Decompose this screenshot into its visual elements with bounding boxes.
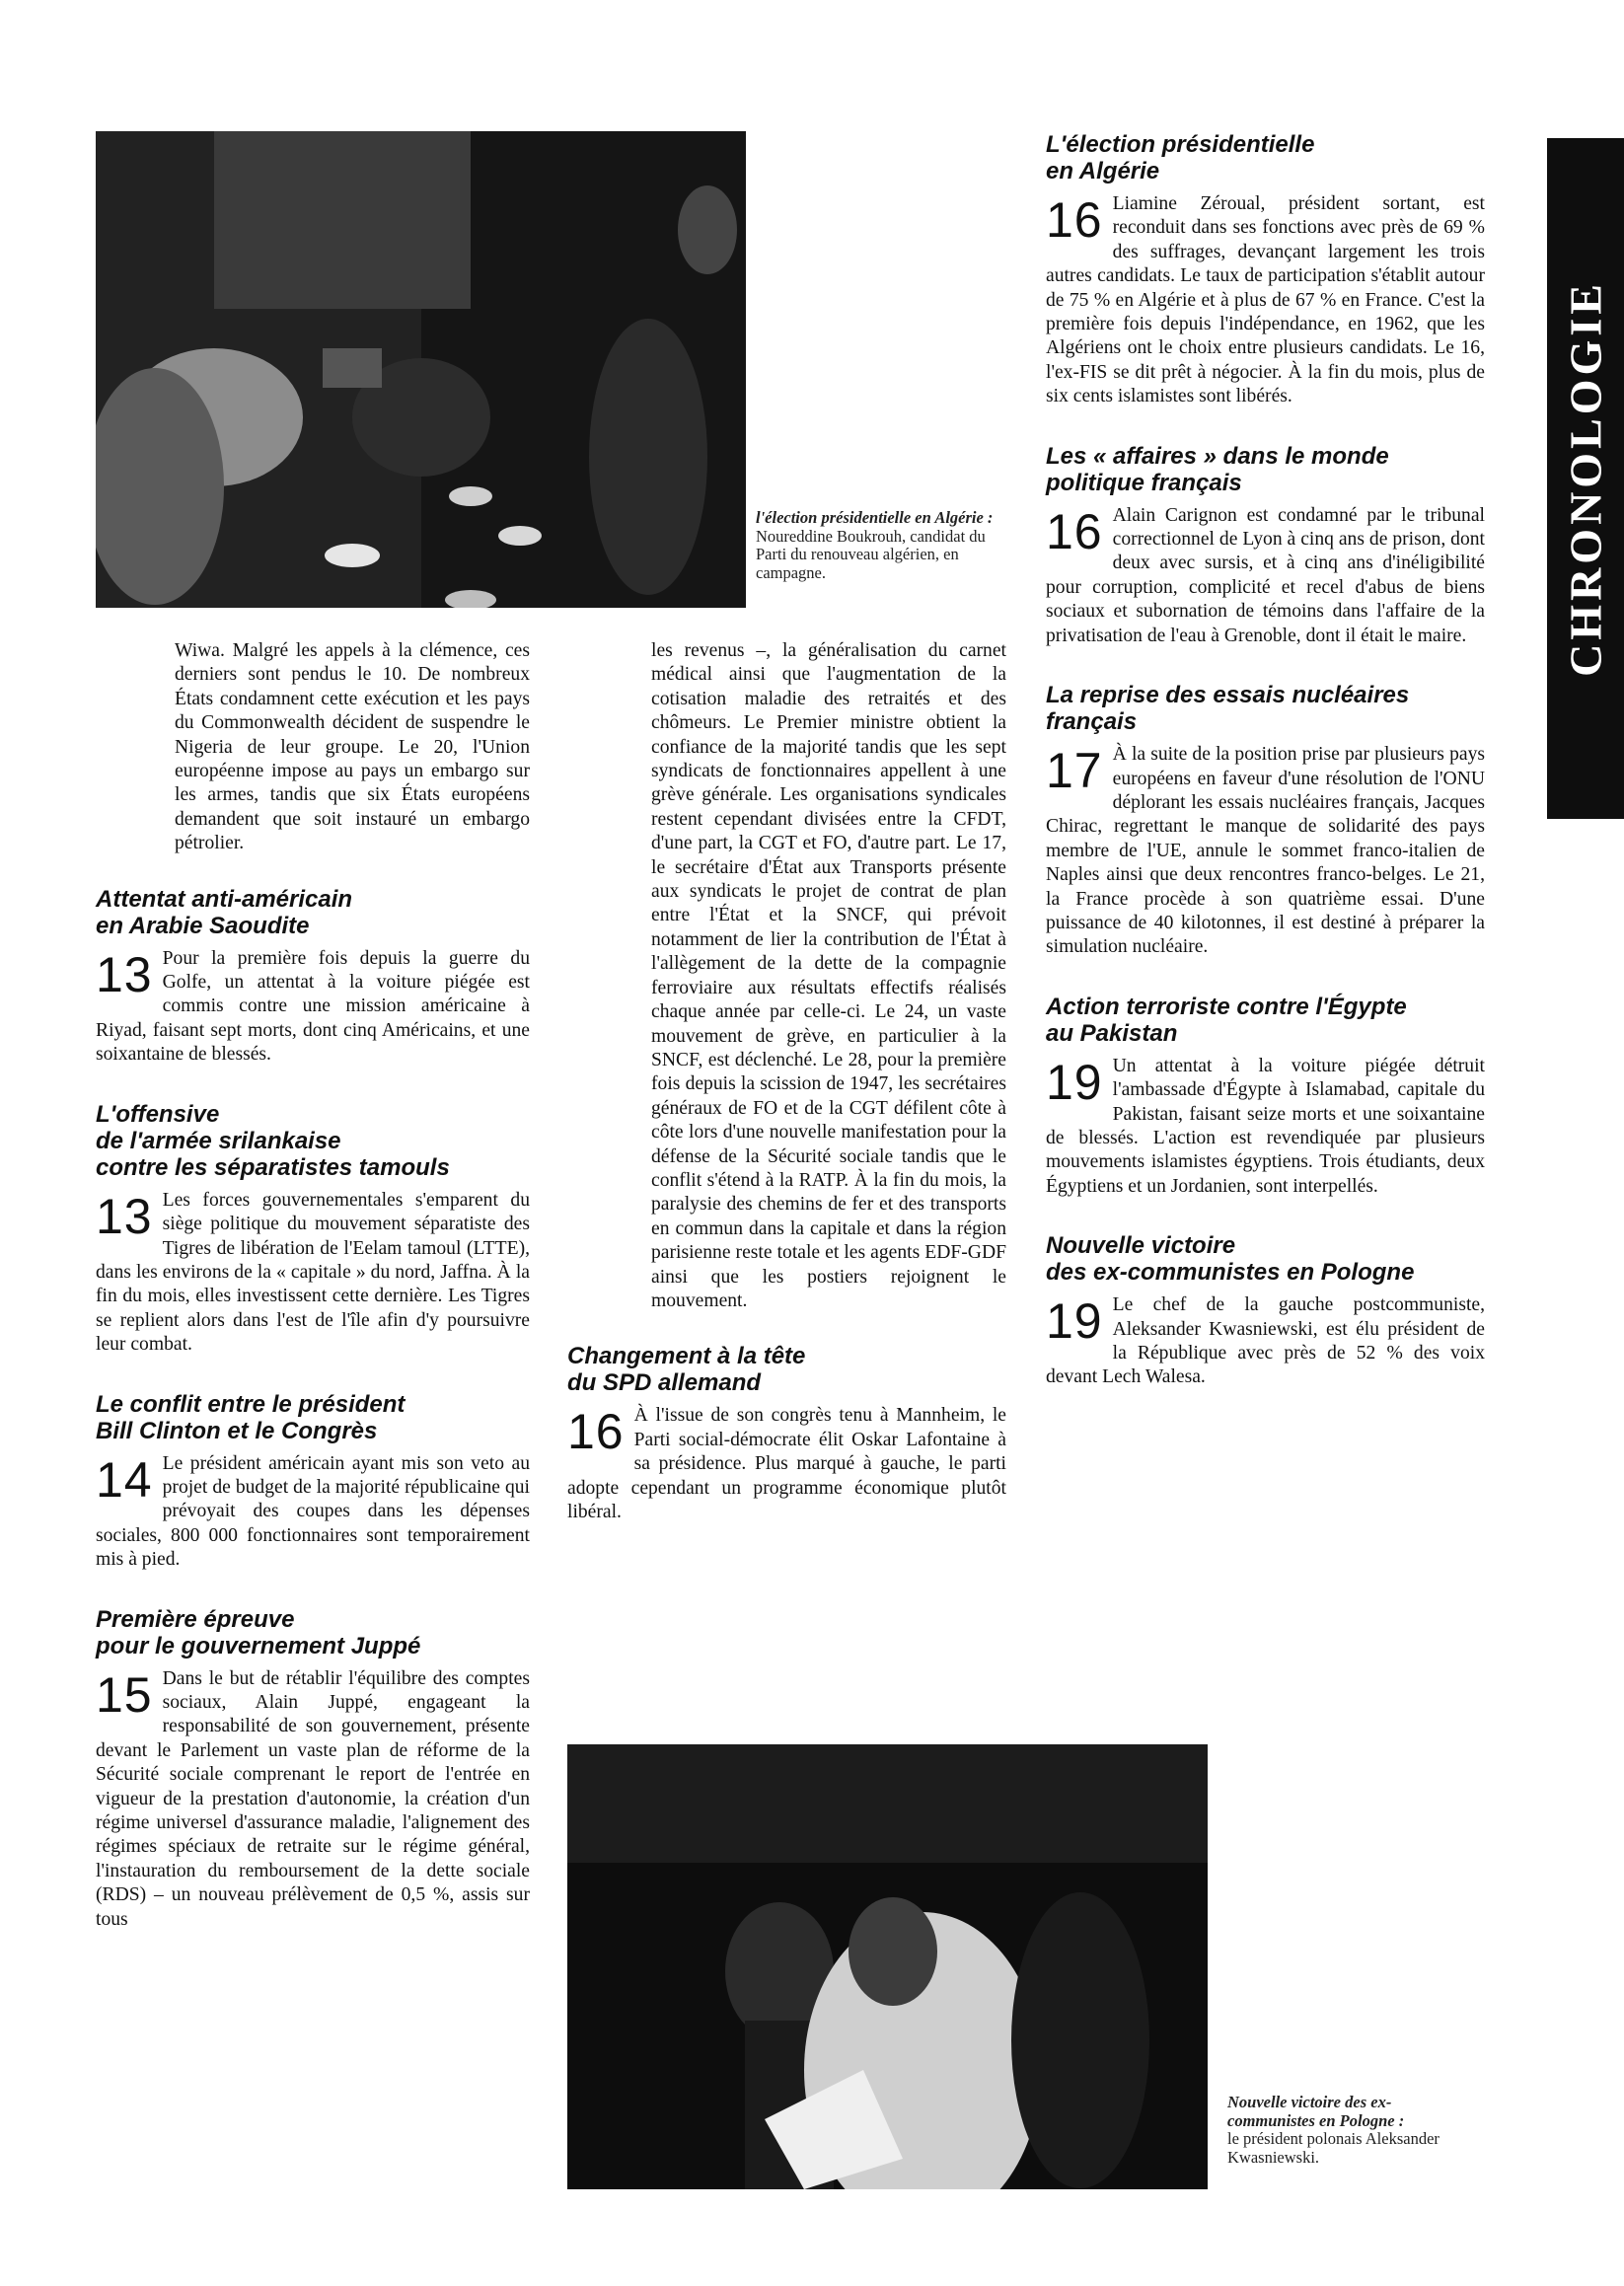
entry-clinton-congres	[96, 1391, 530, 1573]
entry-text: Le président américain ayant mis son veto au projet de budget de la majorité républicaine qui prévoyait des coupes dans les dépenses sociales, 800 000 fonctionnaires sont temporairement mis à pied.	[96, 1452, 530, 1571]
entry-offensive-srilanka	[96, 1101, 530, 1358]
entry-heading: Le conflit entre le président Bill Clinton et le Congrès	[96, 1390, 406, 1444]
entry-heading: L'offensive de l'armée srilankaise contre les séparatistes tamouls	[96, 1100, 450, 1181]
section-tab-chronologie	[1547, 138, 1624, 819]
entry-text: À la suite de la position prise par plusieurs pays européens en faveur d'une résolution de l'ONU déplorant les essais nucléaires français, Jacques Chirac, regrettant le manque de solidarité des pays membre de l'UE, annule le sommet franco-italien de Naples ainsi que deux rencontres franco-belges. Le 21, la France procède à son quatrième essai. D'une puissance de 40 kilotonnes, il est destiné à préparer la simulation nucléaire.	[1046, 744, 1485, 958]
entry-election-algerie	[1046, 131, 1485, 409]
column-right	[1046, 131, 1485, 1424]
entry-text: À l'issue de son congrès tenu à Mannheim, le Parti social-démocrate élit Oskar Lafontaine à sa présidence. Plus marqué à gauche, le parti adopte cependant un programme économique plutôt libéral.	[567, 1405, 1006, 1522]
entry-heading: Les « affaires » dans le monde politique français	[1046, 442, 1389, 496]
section-tab-label: CHRONOLOGIE	[1560, 280, 1611, 677]
column-left	[96, 639, 530, 1965]
entry-day: 19	[1046, 1293, 1103, 1350]
entry-text: Les forces gouvernementales s'emparent du siège politique du mouvement séparatiste des Tigres de libération de l'Eelam tamoul (LTTE), dans les environs de la « capitale » du nord, Jaffna. À la fin du mois, elles investissent cette dernière. Les Tigres se replient alors dans l'est de l'île afin d'y poursuivre leur combat.	[96, 1189, 530, 1356]
entry-text: Alain Carignon est condamné par le tribunal correctionnel de Lyon à cinq ans de prison, dont deux avec sursis, et à cinq ans d'inéligibilité pour corruption, complicité et recel d'abus de biens sociaux et subornation de témoins dans l'affaire de la privatisation de l'eau à Grenoble, dont il était le maire.	[1046, 504, 1485, 646]
caption-pologne-text: le président polonais Aleksander Kwasniewski.	[1227, 2129, 1439, 2167]
column-left-intro	[96, 639, 530, 856]
entry-day: 14	[96, 1451, 153, 1508]
entry-day: 13	[96, 946, 153, 1002]
entry-day: 19	[1046, 1054, 1103, 1110]
entry-affaires	[1046, 443, 1485, 648]
entry-heading: Action terroriste contre l'Égypte au Pakistan	[1046, 993, 1407, 1047]
entry-text: Dans le but de rétablir l'équilibre des comptes sociaux, Alain Juppé, engageant la responsabilité de son gouvernement, présente devant le Parlement un vaste plan de réforme de la Sécurité sociale comprenant le report de l'entrée en vigueur de la prestation d'autonomie, la création d'un régime universel d'assurance maladie, l'alignement des régimes spéciaux de retraite sur le régime général, l'instauration du remboursement de la dette sociale (RDS) – un nouveau prélèvement de 0,5 %, assis sur tous	[96, 1667, 530, 1930]
entry-heading: Attentat anti-américain en Arabie Saoudite	[96, 885, 353, 939]
caption-algeria	[756, 509, 1017, 582]
intro-paragraph: les revenus –, la généralisation du carnet médical ainsi que l'augmentation de la cotisation maladie des retraités et des chômeurs. Le Premier ministre obtient la confiance de la majorité tandis que les sept syndicats de fonctionnaires appellent à une grève générale. Les organisations syndicales restent cependant divisées entre la CFDT, d'une part, la CGT et FO, d'autre part. Le 17, le secrétaire d'État aux Transports présente aux syndicats le projet de contrat de plan entre l'État et la SNCF, qui prévoit notamment de lier la contribution de l'État à l'allègement de la dette de la compagnie ferroviaire aux résultats effectifs réalisés chaque année par celle-ci. Le 24, un vaste mouvement de grève, en particulier à la SNCF, est déclenché. Le 28, pour la première fois depuis la scission de 1947, les secrétaires généraux de FO et de la CGT défilent côte à côte lors d'une nouvelle manifestation pour la défense de la Sécurité sociale tandis que le conflit s'étend à la RATP. À la fin du mois, la paralysie des chemins de fer et des transports en commun dans la capitale et dans la région parisienne reste totale et les agents EDF-GDF ainsi que les postiers rejoignent le mouvement.	[651, 640, 1006, 1311]
entry-text: Liamine Zéroual, président sortant, est reconduit dans ses fonctions avec près de 69 % des suffrages, devançant largement les trois autres candidats. Le taux de participation s'établit autour de 75 % en Algérie et à plus de 67 % en France. C'est la première fois depuis l'indépendance, en 1962, que les Algériens ont le choix entre plusieurs candidats. Le 16, l'ex-FIS se dit prêt à négocier. À la fin du mois, plus de six cents islamistes sont libérés.	[1046, 193, 1485, 407]
caption-algeria-title: l'élection présidentielle en Algérie :	[756, 508, 994, 527]
entry-heading: La reprise des essais nucléaires français	[1046, 682, 1410, 736]
entry-attentat-arabie	[96, 886, 530, 1068]
entry-day: 15	[96, 1666, 153, 1723]
entry-text: Le chef de la gauche postcommuniste, Aleksander Kwasniewski, est élu président de la République avec près de 52 % des voix devant Lech Walesa.	[1046, 1294, 1485, 1388]
entry-heading: Nouvelle victoire des ex-communistes en Pologne	[1046, 1232, 1415, 1287]
entry-text: Pour la première fois depuis la guerre du Golfe, un attentat à la voiture piégée est commis contre une mission américaine à Riyad, faisant sept morts, dont cinq Américains, et une soixantaine de blessés.	[96, 947, 530, 1066]
entry-day: 16	[1046, 192, 1103, 248]
entry-egypte-pakistan	[1046, 994, 1485, 1199]
entry-heading: Changement à la tête du SPD allemand	[567, 1343, 806, 1397]
entry-juppe	[96, 1606, 530, 1932]
entry-text: Un attentat à la voiture piégée détruit l'ambassade d'Égypte à Islamabad, capitale du Pakistan, faisant seize morts et une soixantaine de blessés. L'action est revendiquée par plusieurs mouvements islamistes égyptiens. Trois étudiants, deux Égyptiens et un Jordanien, sont interpellés.	[1046, 1055, 1485, 1197]
entry-heading: Première épreuve pour le gouvernement Juppé	[96, 1605, 421, 1659]
entry-day: 16	[1046, 503, 1103, 559]
column-middle-intro	[567, 639, 1006, 1313]
caption-pologne	[1227, 2094, 1454, 2167]
entry-spd	[567, 1343, 1006, 1524]
entry-day: 16	[567, 1404, 625, 1460]
caption-pologne-title: Nouvelle victoire des ex-communistes en Pologne :	[1227, 2093, 1405, 2130]
caption-algeria-text: Noureddine Boukrouh, candidat du Parti du renouveau algérien, en campagne.	[756, 526, 986, 582]
entry-heading: L'élection présidentielle en Algérie	[1046, 131, 1315, 184]
photo-algeria-campaign	[96, 131, 746, 608]
photo-kwasniewski	[567, 1744, 1208, 2189]
intro-paragraph: Wiwa. Malgré les appels à la clémence, ces derniers sont pendus le 10. De nombreux États condamnent cette exécution et les pays du Commonwealth décident de suspendre le Nigeria de leur groupe. Le 20, l'Union européenne impose au pays un embargo sur les armes, tandis que six États européens demandent que soit instauré un embargo pétrolier.	[175, 640, 530, 854]
photo-algeria-campaign-image	[96, 131, 746, 608]
entry-essais-nucleaires	[1046, 682, 1485, 960]
column-middle	[567, 639, 1006, 1558]
entry-day: 17	[1046, 743, 1103, 799]
entry-day: 13	[96, 1188, 153, 1244]
photo-kwasniewski-image	[567, 1744, 1208, 2189]
entry-pologne	[1046, 1232, 1485, 1390]
